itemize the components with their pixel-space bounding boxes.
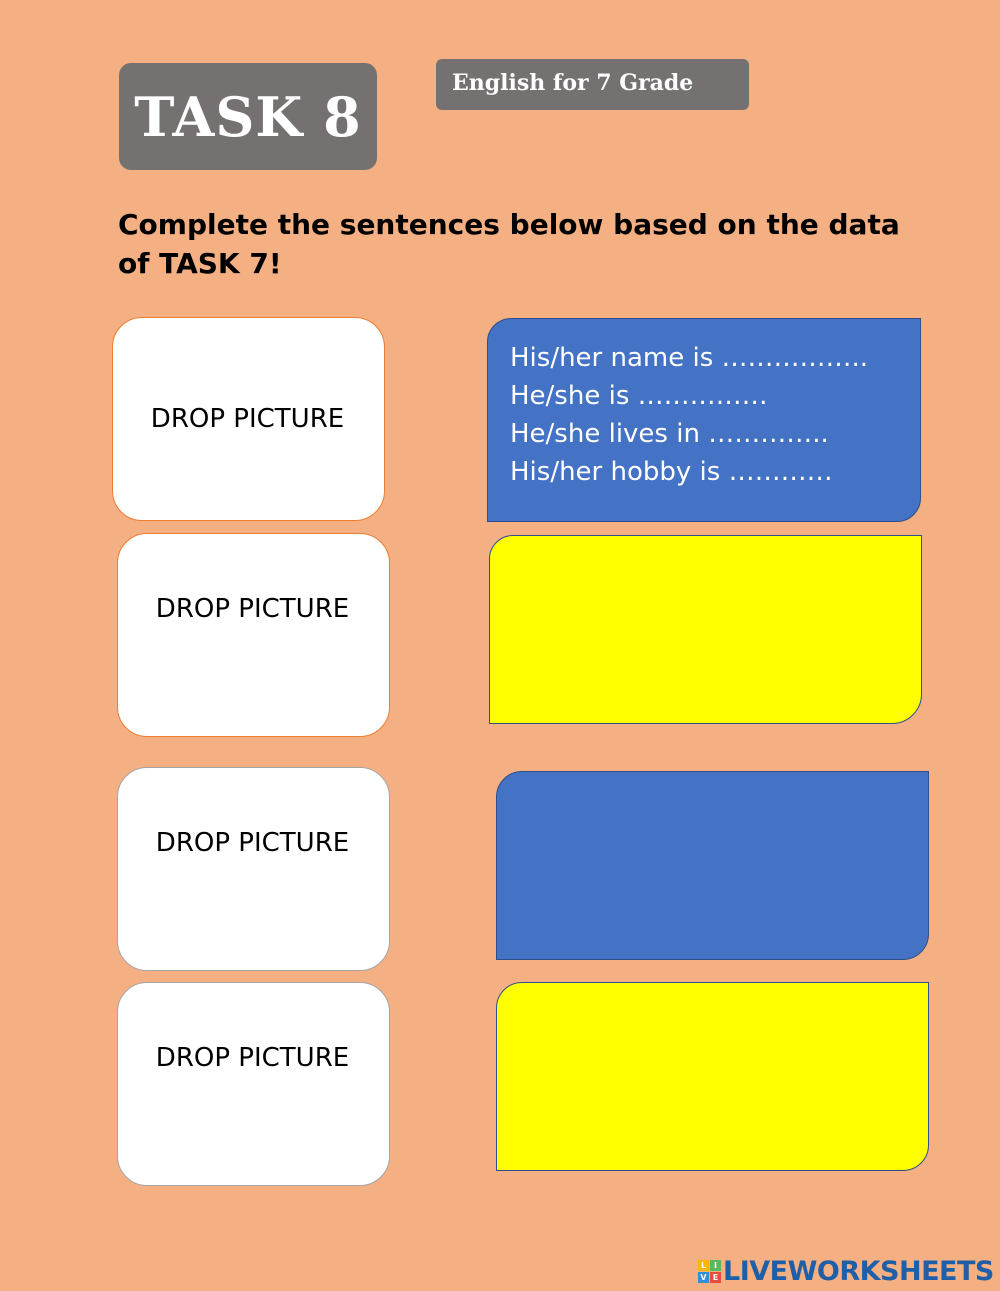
task-title-badge	[119, 63, 377, 170]
drop-picture-zone-2[interactable]	[117, 533, 390, 737]
sentence-line: His/her hobby is …………	[510, 457, 833, 487]
drop-picture-zone-4[interactable]	[117, 982, 390, 1186]
liveworksheets-logo	[698, 1256, 994, 1287]
sentence-line: He/she is ……………	[510, 381, 768, 411]
logo-icon-letter: L	[698, 1260, 709, 1271]
sentence-box-1[interactable]	[487, 318, 921, 522]
grade-label-badge	[436, 59, 749, 110]
liveworksheets-logo-icon	[698, 1260, 721, 1283]
drop-picture-zone-1[interactable]	[112, 317, 385, 521]
sentence-box-3[interactable]	[496, 771, 929, 960]
logo-icon-letter: I	[710, 1260, 721, 1271]
sentence-lines	[510, 339, 868, 491]
sentence-line: His/her name is ……………..	[510, 343, 869, 373]
drop-picture-zone-3[interactable]	[117, 767, 390, 971]
sentence-box-2[interactable]	[489, 535, 922, 724]
task-title: TASK 8	[134, 84, 362, 149]
grade-label: English for 7 Grade	[452, 69, 694, 96]
drop-picture-label: DROP PICTURE	[155, 1043, 350, 1073]
sentence-line: He/she lives in …………..	[510, 419, 829, 449]
sentence-box-4[interactable]	[496, 982, 929, 1171]
logo-icon-letter: E	[710, 1272, 721, 1283]
drop-picture-label: DROP PICTURE	[155, 828, 350, 858]
instruction-text: Complete the sentences below based on the data of TASK 7!	[118, 208, 900, 280]
logo-text: LIVEWORKSHEETS	[723, 1256, 994, 1287]
drop-picture-label: DROP PICTURE	[150, 404, 345, 434]
logo-icon-letter: V	[698, 1272, 709, 1283]
drop-picture-label: DROP PICTURE	[155, 594, 350, 624]
